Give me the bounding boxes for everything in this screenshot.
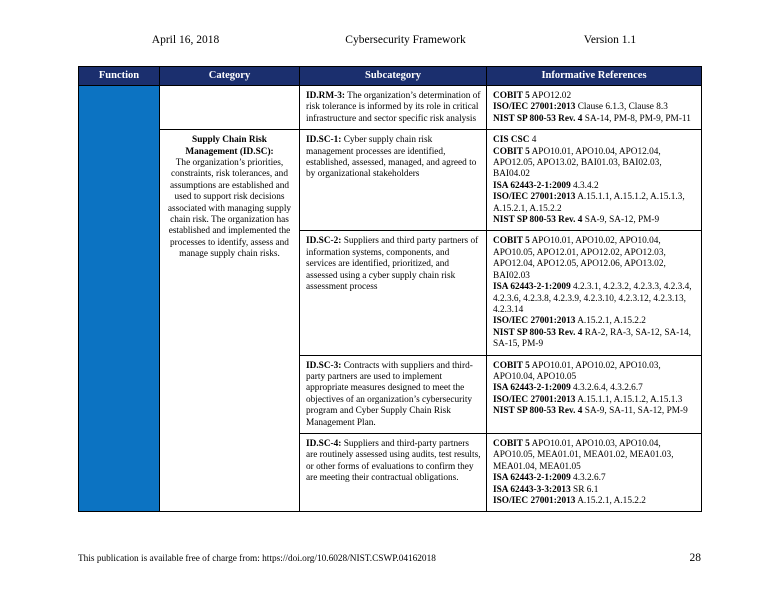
reference-standard-name: NIST SP 800-53 Rev. 4	[493, 406, 583, 417]
category-title: Supply Chain Risk Management (ID.SC):	[185, 135, 274, 157]
reference-standard-name: ISA 62443-3-3:2013	[493, 484, 571, 495]
function-cell-identify	[79, 86, 160, 512]
reference-line	[493, 91, 696, 102]
reference-control-ids: SA-9, SA-12, PM-9	[582, 215, 660, 226]
reference-control-ids: A.15.1.1, A.15.1.2, A.15.1.3	[575, 394, 683, 405]
subcategory-text: Contracts with suppliers and third-party partners are used to implement appropriate measures designed to meet the objectives of an organization’s cybersecurity program and Cyber Supply Chain Risk Management Plan.	[306, 360, 473, 428]
running-head	[78, 33, 702, 47]
footer-doi-note: This publication is available free of charge from: https://doi.org/10.6028/NIST.CSWP.04162018	[78, 554, 436, 564]
reference-control-ids: 4	[529, 135, 537, 146]
reference-line	[493, 395, 696, 406]
reference-control-ids: 4.3.2.6.4, 4.3.2.6.7	[570, 383, 643, 394]
reference-line	[493, 282, 696, 316]
subcategory-id: ID.SC-4:	[306, 438, 342, 449]
reference-control-ids: 4.3.2.6.7	[570, 473, 606, 484]
reference-control-ids: RA-2, RA-3, SA-12, SA-14, SA-15, PM-9	[493, 327, 691, 350]
footer-page-number: 28	[689, 552, 701, 564]
subcategory-text: The organization’s determination of risk tolerance is informed by its role in critical infrastructure and sector specific risk analysis	[306, 91, 481, 124]
reference-control-ids: APO10.01, APO10.02, APO10.03, APO10.04, APO10.05	[493, 360, 661, 382]
reference-control-ids: Clause 6.1.3, Clause 8.3	[575, 102, 668, 113]
table-body	[79, 86, 702, 512]
subcategory-text: Cyber supply chain risk management processes are identified, established, assessed, managed, and agreed to by organizational stakeholders	[306, 135, 477, 180]
framework-table	[78, 66, 702, 512]
column-header-subcategory: Subcategory	[300, 67, 487, 86]
reference-standard-name: ISA 62443-2-1:2009	[493, 473, 571, 484]
reference-line	[493, 181, 696, 192]
reference-line	[493, 496, 696, 507]
running-head-version: Version 1.1	[583, 34, 637, 46]
reference-line	[493, 135, 696, 146]
reference-standard-name: ISA 62443-2-1:2009	[493, 282, 571, 293]
reference-line	[493, 361, 696, 384]
subcategory-cell	[300, 86, 487, 130]
reference-control-ids: SR 6.1	[570, 484, 599, 495]
table-row	[79, 86, 702, 130]
reference-control-ids: APO12.02	[529, 91, 572, 101]
reference-standard-name: COBIT 5	[493, 236, 530, 247]
category-cell	[160, 86, 300, 130]
subcategory-cell	[300, 231, 487, 355]
subcategory-cell	[300, 355, 487, 433]
reference-control-ids: 4.3.4.2	[570, 180, 599, 191]
reference-control-ids: APO10.01, APO10.04, APO12.04, APO12.05, APO13.02, BAI01.03, BAI02.03, BAI04.02	[493, 146, 662, 180]
column-header-function: Function	[79, 67, 160, 86]
reference-standard-name: NIST SP 800-53 Rev. 4	[493, 113, 583, 124]
column-header-category: Category	[160, 67, 300, 86]
reference-standard-name: ISO/IEC 27001:2013	[493, 394, 576, 405]
reference-line	[493, 473, 696, 484]
category-cell-supply-chain-risk-management	[160, 130, 300, 512]
reference-standard-name: COBIT 5	[493, 360, 530, 371]
table-row	[79, 130, 702, 231]
reference-control-ids: A.15.2.1, A.15.2.2	[575, 496, 646, 506]
running-head-date: April 16, 2018	[151, 34, 220, 46]
reference-line	[493, 192, 696, 215]
subcategory-cell	[300, 433, 487, 511]
reference-standard-name: ISO/IEC 27001:2013	[493, 316, 576, 327]
reference-standard-name: ISO/IEC 27001:2013	[493, 102, 576, 113]
informative-references-cell	[487, 130, 702, 231]
reference-line	[493, 215, 696, 226]
table-header-row	[79, 67, 702, 86]
subcategory-text: Suppliers and third-party partners are routinely assessed using audits, test results, or other forms of evaluations to confirm they are meeting their contractual obligations.	[306, 438, 481, 484]
informative-references-cell	[487, 355, 702, 433]
informative-references-cell	[487, 433, 702, 511]
reference-standard-name: CIS CSC	[493, 135, 530, 146]
reference-standard-name: COBIT 5	[493, 91, 530, 101]
informative-references-cell	[487, 231, 702, 355]
subcategory-id: ID.SC-1:	[306, 135, 342, 146]
reference-standard-name: COBIT 5	[493, 438, 530, 449]
informative-references-cell	[487, 86, 702, 130]
reference-standard-name: NIST SP 800-53 Rev. 4	[493, 215, 583, 226]
reference-standard-name: ISO/IEC 27001:2013	[493, 192, 576, 203]
column-header-references: Informative References	[487, 67, 702, 86]
subcategory-text: Suppliers and third party partners of information systems, components, and services are identified, prioritized, and assessed using a cyber supply chain risk assessment process	[306, 236, 479, 293]
reference-control-ids: SA-9, SA-11, SA-12, PM-9	[582, 406, 688, 417]
reference-line	[493, 383, 696, 394]
reference-control-ids: A.15.1.1, A.15.1.2, A.15.1.3, A.15.2.1, A.15.2.2	[493, 192, 685, 214]
reference-line	[493, 406, 696, 417]
page-footer	[78, 552, 701, 564]
subcategory-id: ID.SC-2:	[306, 236, 342, 247]
subcategory-id: ID.RM-3:	[306, 91, 345, 101]
reference-control-ids: 4.2.3.1, 4.2.3.2, 4.2.3.3, 4.2.3.4, 4.2.3.6, 4.2.3.8, 4.2.3.9, 4.2.3.10, 4.2.3.12, 4.2.3.13, 4.2.3.14	[493, 282, 692, 315]
reference-standard-name: ISA 62443-2-1:2009	[493, 383, 571, 394]
reference-standard-name: ISO/IEC 27001:2013	[493, 496, 576, 506]
reference-standard-name: NIST SP 800-53 Rev. 4	[493, 327, 583, 338]
reference-control-ids: A.15.2.1, A.15.2.2	[575, 316, 646, 327]
reference-standard-name: COBIT 5	[493, 146, 530, 157]
subcategory-id: ID.SC-3:	[306, 360, 342, 371]
reference-line	[493, 328, 696, 351]
reference-line	[493, 114, 696, 125]
reference-line	[493, 316, 696, 327]
reference-line	[493, 147, 696, 181]
category-description: The organization’s priorities, constraints, risk tolerances, and assumptions are established and used to support risk decisions associated with managing supply chain risk. The organization has established and implemented the processes to identify, assess and manage supply chain risks.	[167, 158, 292, 260]
reference-line	[493, 439, 696, 473]
reference-control-ids: APO10.01, APO10.03, APO10.04, APO10.05, MEA01.01, MEA01.02, MEA01.03, MEA01.04, MEA01.05	[493, 438, 674, 472]
subcategory-cell	[300, 130, 487, 231]
reference-line	[493, 236, 696, 282]
reference-control-ids: SA-14, PM-8, PM-9, PM-11	[582, 113, 691, 124]
running-head-title: Cybersecurity Framework	[345, 34, 466, 46]
reference-line	[493, 102, 696, 113]
reference-standard-name: ISA 62443-2-1:2009	[493, 180, 571, 191]
reference-control-ids: APO10.01, APO10.02, APO10.04, APO10.05, APO12.01, APO12.02, APO12.03, APO12.04, APO12.05, APO12.06, APO13.02, BAI02.03	[493, 236, 666, 281]
reference-line	[493, 485, 696, 496]
